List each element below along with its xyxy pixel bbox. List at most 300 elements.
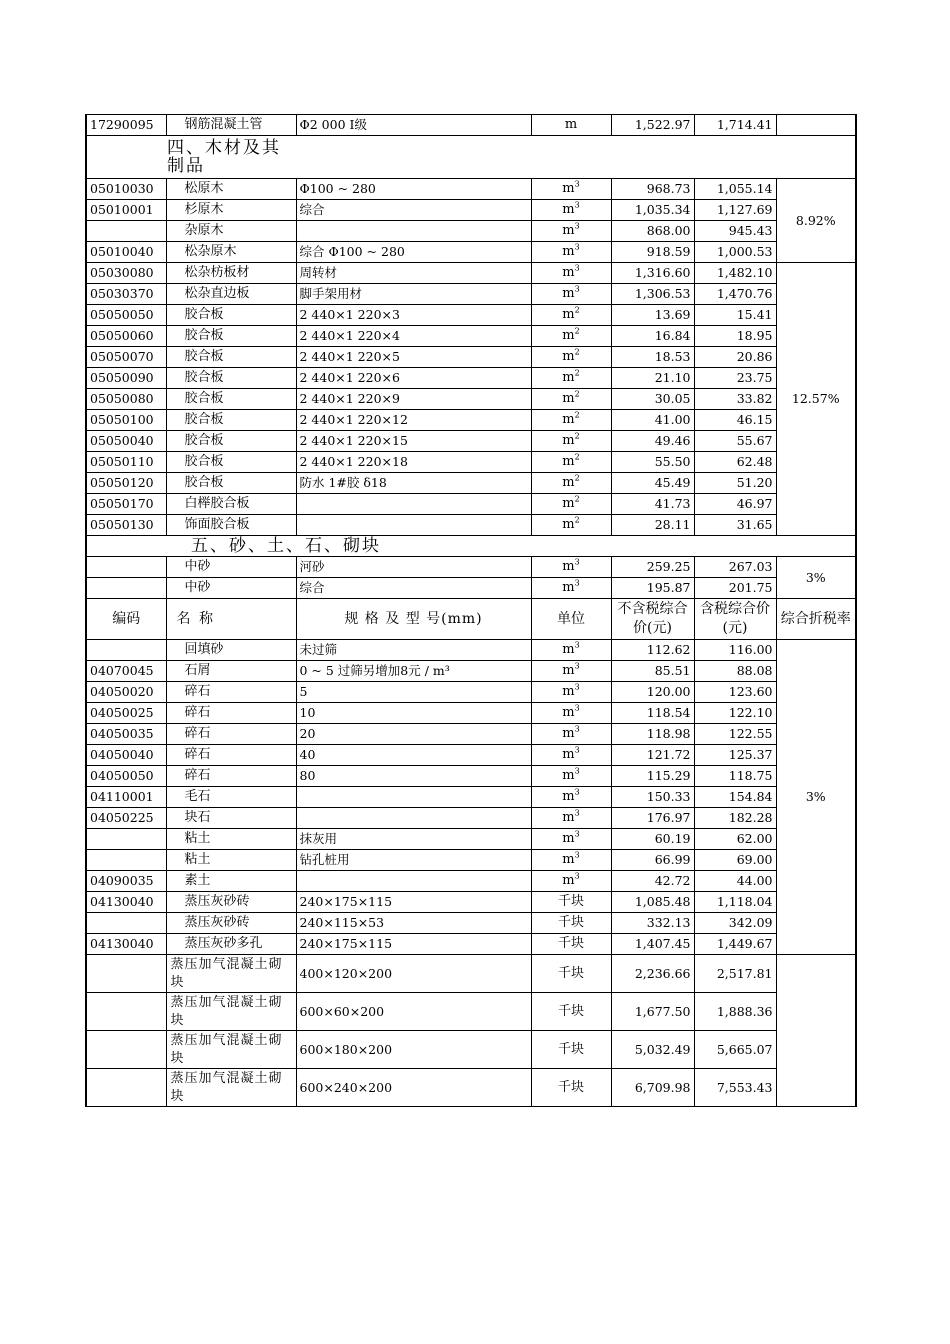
item-name: 胶合板 (166, 431, 296, 452)
item-unit (531, 1031, 611, 1069)
item-code (86, 221, 166, 242)
table-row (86, 808, 856, 829)
item-spec: 600×240×200 (296, 1069, 531, 1107)
price-excl-tax: 49.46 (611, 431, 694, 452)
price-excl-tax: 66.99 (611, 850, 694, 871)
table-row (86, 557, 856, 578)
item-code: 04050020 (86, 682, 166, 703)
unit-text: m (562, 475, 575, 490)
unit-exponent: 3 (574, 200, 580, 210)
item-spec: 脚手架用材 (296, 284, 531, 305)
price-incl-tax: 201.75 (694, 578, 776, 599)
price-incl-tax: 62.48 (694, 452, 776, 473)
item-spec: 综合 (296, 200, 531, 221)
item-code (86, 557, 166, 578)
unit-text: m (562, 454, 575, 469)
unit-exponent: 3 (574, 242, 580, 252)
item-unit (531, 682, 611, 703)
section-row (86, 536, 856, 557)
item-unit (531, 347, 611, 368)
table-row (86, 284, 856, 305)
table-row (86, 115, 856, 136)
table-row (86, 829, 856, 850)
table-row (86, 200, 856, 221)
table-row (86, 452, 856, 473)
rate-cell (776, 955, 856, 1107)
price-incl-tax: 125.37 (694, 745, 776, 766)
table-row (86, 1031, 856, 1069)
item-unit: m (531, 115, 611, 136)
item-code: 04050050 (86, 766, 166, 787)
table-row (86, 389, 856, 410)
item-code: 05050090 (86, 368, 166, 389)
item-name: 蒸压灰砂砖 (166, 892, 296, 913)
price-excl-tax: 1,316.60 (611, 263, 694, 284)
item-code: 05050170 (86, 494, 166, 515)
item-spec (296, 808, 531, 829)
item-unit (531, 431, 611, 452)
item-code: 05010001 (86, 200, 166, 221)
price-incl-tax: 18.95 (694, 326, 776, 347)
unit-text: m (562, 433, 575, 448)
unit-text: m (562, 810, 575, 825)
item-code: 04110001 (86, 787, 166, 808)
unit-exponent: 2 (574, 473, 580, 483)
item-code: 05050120 (86, 473, 166, 494)
item-name: 松杂直边板 (166, 284, 296, 305)
unit-exponent: 2 (574, 452, 580, 462)
item-name: 块石 (166, 808, 296, 829)
price-excl-tax: 6,709.98 (611, 1069, 694, 1107)
price-incl-tax: 116.00 (694, 640, 776, 661)
item-unit (531, 389, 611, 410)
price-excl-tax: 195.87 (611, 578, 694, 599)
unit-exponent: 3 (574, 829, 580, 839)
item-unit (531, 993, 611, 1031)
item-spec: 2 440×1 220×4 (296, 326, 531, 347)
price-excl-tax: 1,035.34 (611, 200, 694, 221)
price-incl-tax: 1,127.69 (694, 200, 776, 221)
item-code: 04070045 (86, 661, 166, 682)
unit-text: m (562, 705, 575, 720)
unit-text: m (562, 789, 575, 804)
item-name: 蒸压加气混凝土砌块 (166, 1069, 296, 1107)
item-name: 蒸压加气混凝土砌块 (166, 955, 296, 993)
item-name: 杉原木 (166, 200, 296, 221)
price-excl-tax: 150.33 (611, 787, 694, 808)
price-excl-tax: 1,522.97 (611, 115, 694, 136)
item-code: 17290095 (86, 115, 166, 136)
item-code: 05010040 (86, 242, 166, 263)
table-row (86, 745, 856, 766)
price-excl-tax: 112.62 (611, 640, 694, 661)
price-excl-tax: 41.00 (611, 410, 694, 431)
unit-exponent: 3 (574, 640, 580, 650)
item-unit (531, 1069, 611, 1107)
price-incl-tax: 1,888.36 (694, 993, 776, 1031)
header-price-incl: 含税综合价(元) (694, 599, 776, 640)
item-unit (531, 703, 611, 724)
unit-text: m (562, 223, 575, 238)
item-spec: 钻孔桩用 (296, 850, 531, 871)
price-excl-tax: 868.00 (611, 221, 694, 242)
table-row (86, 955, 856, 993)
item-name: 回填砂 (166, 640, 296, 661)
unit-exponent: 3 (574, 661, 580, 671)
unit-exponent: 2 (574, 326, 580, 336)
item-code: 05050060 (86, 326, 166, 347)
unit-text: m (562, 642, 575, 657)
price-excl-tax: 55.50 (611, 452, 694, 473)
item-spec: 240×115×53 (296, 913, 531, 934)
price-incl-tax: 88.08 (694, 661, 776, 682)
item-name: 饰面胶合板 (166, 515, 296, 536)
header-rate: 综合折税率 (776, 599, 856, 640)
unit-exponent: 3 (574, 221, 580, 231)
item-code: 05030080 (86, 263, 166, 284)
unit-text: m (562, 517, 575, 532)
item-name: 粘土 (166, 829, 296, 850)
unit-exponent: 2 (574, 389, 580, 399)
item-code: 05050070 (86, 347, 166, 368)
table-row (86, 993, 856, 1031)
table-row (86, 368, 856, 389)
item-spec: 2 440×1 220×3 (296, 305, 531, 326)
item-unit (531, 661, 611, 682)
item-unit (531, 305, 611, 326)
item-spec: 2 440×1 220×6 (296, 368, 531, 389)
table-row (86, 661, 856, 682)
price-excl-tax: 115.29 (611, 766, 694, 787)
price-incl-tax: 342.09 (694, 913, 776, 934)
price-incl-tax: 118.75 (694, 766, 776, 787)
item-unit (531, 640, 611, 661)
price-incl-tax: 5,665.07 (694, 1031, 776, 1069)
unit-text: m (562, 663, 575, 678)
unit-text: m (562, 181, 575, 196)
table-row (86, 934, 856, 955)
section-row (86, 136, 856, 179)
item-unit (531, 368, 611, 389)
price-incl-tax: 1,482.10 (694, 263, 776, 284)
rate-cell (776, 115, 856, 136)
item-spec (296, 787, 531, 808)
unit-exponent: 2 (574, 410, 580, 420)
section-title (86, 136, 856, 179)
item-name: 胶合板 (166, 452, 296, 473)
unit-text: m (562, 852, 575, 867)
item-name: 碎石 (166, 745, 296, 766)
table-row (86, 263, 856, 284)
price-excl-tax: 968.73 (611, 179, 694, 200)
price-incl-tax: 31.65 (694, 515, 776, 536)
price-incl-tax: 46.15 (694, 410, 776, 431)
unit-text: 千块 (557, 1079, 584, 1095)
item-unit (531, 326, 611, 347)
unit-text: 千块 (557, 936, 584, 951)
item-name: 白榉胶合板 (166, 494, 296, 515)
unit-text: m (562, 831, 575, 846)
item-code: 05050110 (86, 452, 166, 473)
unit-exponent: 3 (574, 284, 580, 294)
item-spec: 2 440×1 220×5 (296, 347, 531, 368)
table-row (86, 515, 856, 536)
price-incl-tax: 55.67 (694, 431, 776, 452)
item-code (86, 993, 166, 1031)
item-code (86, 829, 166, 850)
item-unit (531, 515, 611, 536)
item-unit (531, 284, 611, 305)
unit-text: m (562, 412, 575, 427)
unit-exponent: 2 (574, 494, 580, 504)
price-table (85, 114, 857, 1107)
section-title (86, 536, 856, 557)
price-incl-tax: 69.00 (694, 850, 776, 871)
item-code: 04130040 (86, 892, 166, 913)
item-unit (531, 200, 611, 221)
item-spec (296, 515, 531, 536)
item-code: 05030370 (86, 284, 166, 305)
unit-text: 千块 (557, 1003, 584, 1019)
item-code: 05050100 (86, 410, 166, 431)
item-name: 中砂 (166, 578, 296, 599)
table-row (86, 913, 856, 934)
item-spec: Φ100 ~ 280 (296, 179, 531, 200)
item-name: 蒸压灰砂多孔 (166, 934, 296, 955)
price-incl-tax: 1,118.04 (694, 892, 776, 913)
price-excl-tax: 21.10 (611, 368, 694, 389)
price-excl-tax: 85.51 (611, 661, 694, 682)
table-row (86, 787, 856, 808)
price-excl-tax: 45.49 (611, 473, 694, 494)
item-spec: 2 440×1 220×9 (296, 389, 531, 410)
unit-text: m (562, 747, 575, 762)
header-unit: 单位 (531, 599, 611, 640)
item-code: 04050225 (86, 808, 166, 829)
price-incl-tax: 123.60 (694, 682, 776, 703)
rate-cell: 3% (776, 640, 856, 955)
item-code (86, 913, 166, 934)
item-name: 胶合板 (166, 326, 296, 347)
item-name: 松杂枋板材 (166, 263, 296, 284)
price-incl-tax: 1,055.14 (694, 179, 776, 200)
item-code: 05050080 (86, 389, 166, 410)
price-incl-tax: 182.28 (694, 808, 776, 829)
table-row (86, 473, 856, 494)
item-name: 胶合板 (166, 410, 296, 431)
unit-text: 千块 (557, 894, 584, 909)
item-name: 胶合板 (166, 473, 296, 494)
price-excl-tax: 42.72 (611, 871, 694, 892)
table-row (86, 892, 856, 913)
unit-text: m (562, 391, 575, 406)
item-unit (531, 934, 611, 955)
item-name: 蒸压加气混凝土砌块 (166, 1031, 296, 1069)
price-incl-tax: 154.84 (694, 787, 776, 808)
item-name: 蒸压灰砂砖 (166, 913, 296, 934)
item-spec (296, 871, 531, 892)
item-code: 04130040 (86, 934, 166, 955)
item-unit (531, 724, 611, 745)
item-unit (531, 871, 611, 892)
item-unit (531, 242, 611, 263)
item-spec: 600×60×200 (296, 993, 531, 1031)
header-name: 名 称 (166, 599, 296, 640)
item-spec (296, 494, 531, 515)
price-incl-tax: 44.00 (694, 871, 776, 892)
item-spec: 综合 Φ100 ~ 280 (296, 242, 531, 263)
unit-exponent: 3 (574, 703, 580, 713)
price-incl-tax: 122.55 (694, 724, 776, 745)
unit-exponent: 3 (574, 263, 580, 273)
item-spec: 河砂 (296, 557, 531, 578)
price-incl-tax: 46.97 (694, 494, 776, 515)
price-excl-tax: 118.54 (611, 703, 694, 724)
price-excl-tax: 120.00 (611, 682, 694, 703)
unit-exponent: 3 (574, 724, 580, 734)
header-row (86, 599, 856, 640)
unit-text: m (562, 202, 575, 217)
price-incl-tax: 33.82 (694, 389, 776, 410)
unit-exponent: 3 (574, 850, 580, 860)
item-name: 钢筋混凝土管 (166, 115, 296, 136)
item-code: 04050040 (86, 745, 166, 766)
item-unit (531, 221, 611, 242)
item-spec: 240×175×115 (296, 892, 531, 913)
item-code (86, 1069, 166, 1107)
price-excl-tax: 60.19 (611, 829, 694, 850)
price-excl-tax: 176.97 (611, 808, 694, 829)
unit-exponent: 3 (574, 557, 580, 567)
item-name: 碎石 (166, 766, 296, 787)
item-spec: 2 440×1 220×12 (296, 410, 531, 431)
item-spec: 抹灰用 (296, 829, 531, 850)
unit-text: m (562, 286, 575, 301)
item-unit (531, 557, 611, 578)
unit-text: m (562, 496, 575, 511)
table-row (86, 578, 856, 599)
item-code (86, 1031, 166, 1069)
item-spec: 周转材 (296, 263, 531, 284)
header-spec: 规 格 及 型 号(mm) (296, 599, 531, 640)
unit-text: 千块 (557, 965, 584, 981)
table-row (86, 682, 856, 703)
item-spec: 80 (296, 766, 531, 787)
unit-text: m (562, 873, 575, 888)
item-name: 石屑 (166, 661, 296, 682)
item-code: 04090035 (86, 871, 166, 892)
item-unit (531, 913, 611, 934)
item-code: 05010030 (86, 179, 166, 200)
table-row (86, 242, 856, 263)
price-excl-tax: 41.73 (611, 494, 694, 515)
unit-exponent: 3 (574, 766, 580, 776)
unit-text: m (562, 349, 575, 364)
unit-exponent: 3 (574, 871, 580, 881)
section-title-text: 四、木材及其制品 (167, 138, 281, 176)
table-row (86, 724, 856, 745)
price-incl-tax: 267.03 (694, 557, 776, 578)
item-code (86, 640, 166, 661)
table-row (86, 871, 856, 892)
unit-text: m (562, 559, 575, 574)
price-table-body (86, 115, 856, 1107)
unit-exponent: 2 (574, 305, 580, 315)
item-name: 素土 (166, 871, 296, 892)
unit-exponent: 3 (574, 682, 580, 692)
item-spec (296, 221, 531, 242)
price-excl-tax: 13.69 (611, 305, 694, 326)
item-spec: 600×180×200 (296, 1031, 531, 1069)
item-unit (531, 745, 611, 766)
item-name: 胶合板 (166, 368, 296, 389)
table-row (86, 703, 856, 724)
item-unit (531, 179, 611, 200)
item-spec: 40 (296, 745, 531, 766)
item-unit (531, 829, 611, 850)
table-row (86, 850, 856, 871)
item-name: 胶合板 (166, 389, 296, 410)
price-excl-tax: 1,677.50 (611, 993, 694, 1031)
price-excl-tax: 1,306.53 (611, 284, 694, 305)
price-incl-tax: 122.10 (694, 703, 776, 724)
item-unit (531, 766, 611, 787)
table-row (86, 1069, 856, 1107)
price-excl-tax: 18.53 (611, 347, 694, 368)
unit-text: m (562, 328, 575, 343)
item-spec: Φ2 000 Ⅰ级 (296, 115, 531, 136)
price-incl-tax: 7,553.43 (694, 1069, 776, 1107)
rate-cell: 12.57% (776, 263, 856, 536)
item-code: 05050050 (86, 305, 166, 326)
unit-text: m (562, 768, 575, 783)
price-excl-tax: 28.11 (611, 515, 694, 536)
price-excl-tax: 16.84 (611, 326, 694, 347)
unit-text: m (562, 580, 575, 595)
item-spec: 2 440×1 220×15 (296, 431, 531, 452)
price-excl-tax: 30.05 (611, 389, 694, 410)
item-spec: 0 ~ 5 过筛另增加8元 / m³ (296, 661, 531, 682)
item-unit (531, 578, 611, 599)
item-spec: 2 440×1 220×18 (296, 452, 531, 473)
item-spec: 综合 (296, 578, 531, 599)
unit-exponent: 2 (574, 347, 580, 357)
unit-text: m (562, 265, 575, 280)
table-row (86, 305, 856, 326)
item-name: 碎石 (166, 703, 296, 724)
unit-exponent: 3 (574, 787, 580, 797)
item-spec: 240×175×115 (296, 934, 531, 955)
price-excl-tax: 1,085.48 (611, 892, 694, 913)
item-code (86, 578, 166, 599)
item-unit (531, 892, 611, 913)
table-row (86, 640, 856, 661)
header-code: 编码 (86, 599, 166, 640)
item-code: 05050040 (86, 431, 166, 452)
price-excl-tax: 121.72 (611, 745, 694, 766)
table-row (86, 347, 856, 368)
item-name: 杂原木 (166, 221, 296, 242)
item-unit (531, 850, 611, 871)
item-spec: 20 (296, 724, 531, 745)
item-unit (531, 263, 611, 284)
price-incl-tax: 20.86 (694, 347, 776, 368)
item-name: 粘土 (166, 850, 296, 871)
unit-text: m (562, 726, 575, 741)
table-row (86, 410, 856, 431)
item-name: 胶合板 (166, 347, 296, 368)
price-excl-tax: 5,032.49 (611, 1031, 694, 1069)
